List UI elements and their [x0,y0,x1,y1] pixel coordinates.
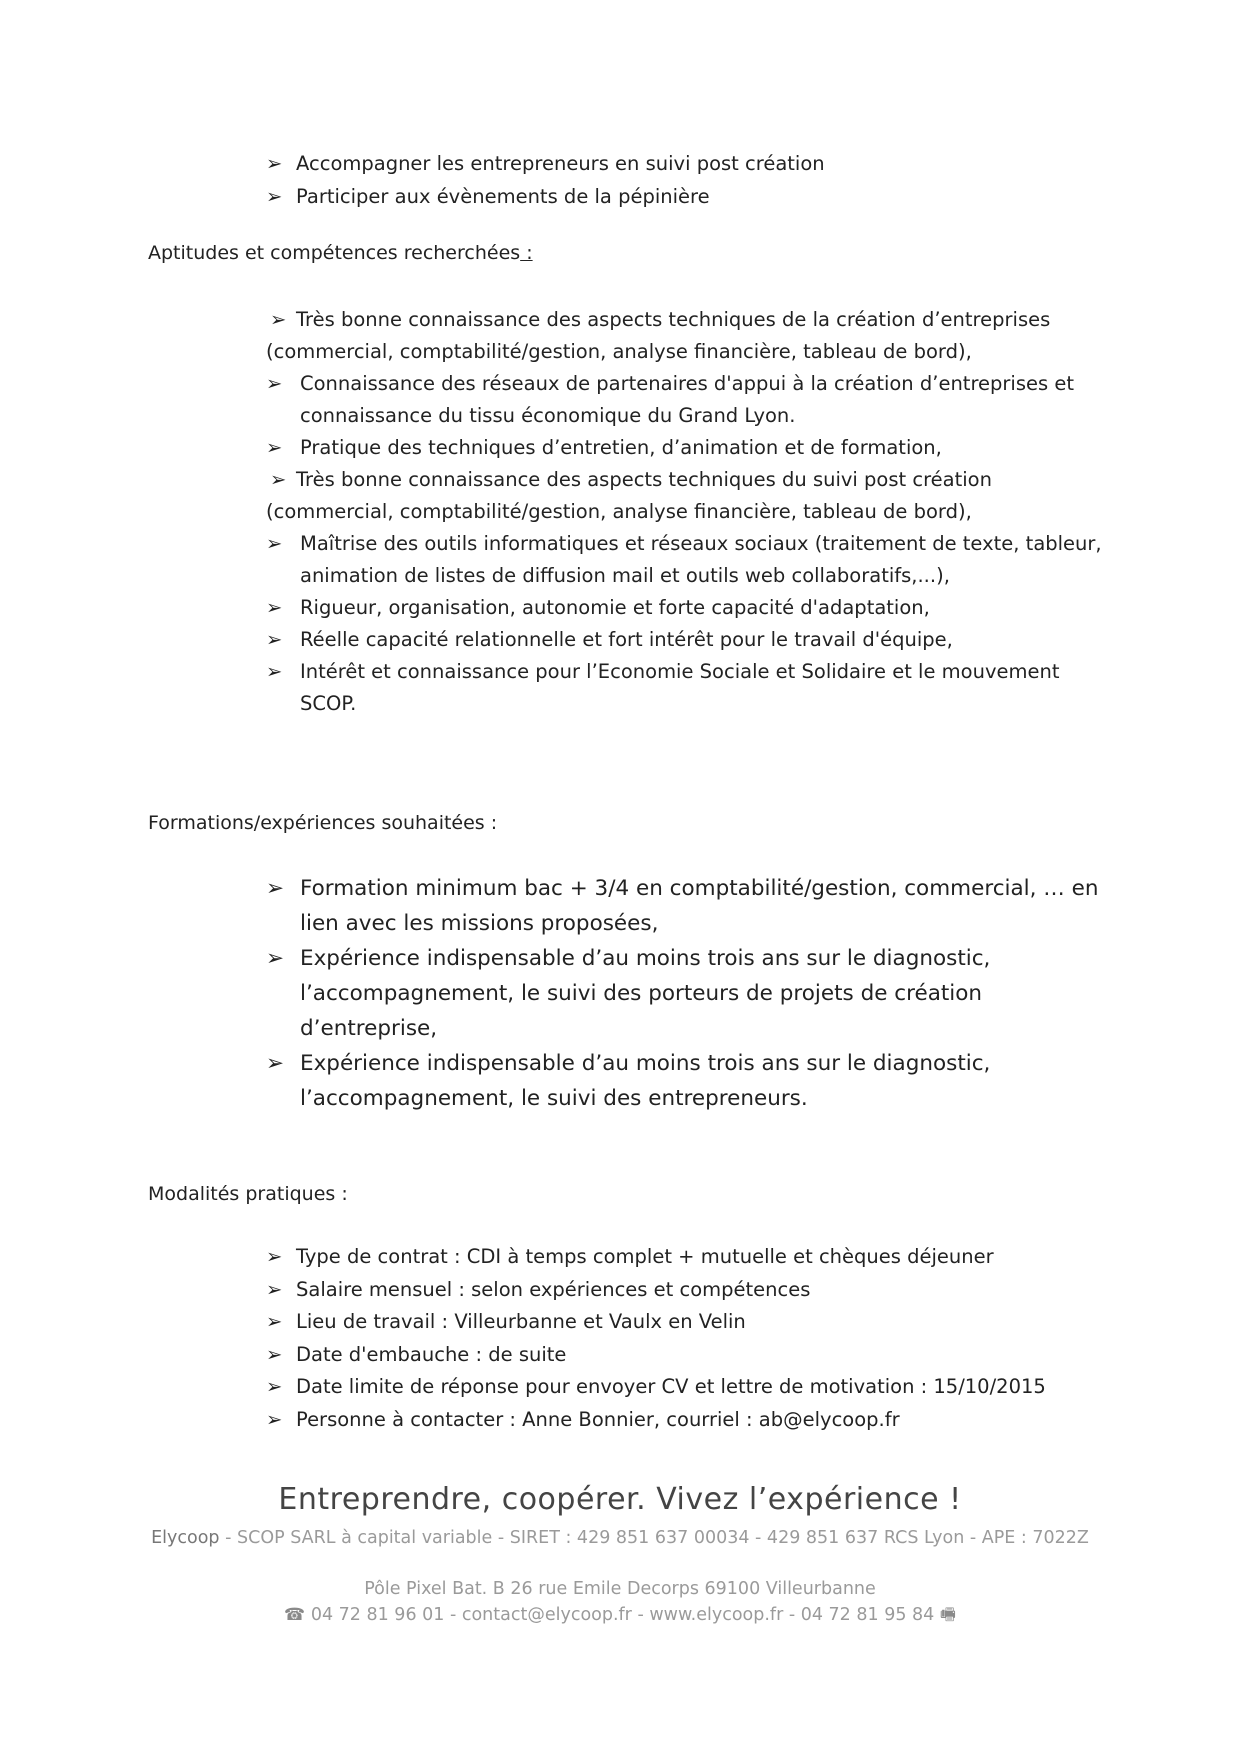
list-item: ➢ Salaire mensuel : selon expériences et compétences [266,1274,1046,1307]
arrow-bullet-icon: ➢ [266,596,283,619]
list-item: ➢ Expérience indispensable d’au moins trois ans sur le diagnostic, l’accompagnement, le suivi des entrepreneurs. [266,1046,1106,1116]
list-item: ➢ Réelle capacité relationnelle et fort intérêt pour le travail d'équipe, [266,624,1106,656]
list-item: ➢ Formation minimum bac + 3/4 en comptabilité/gestion, commercial, … en lien avec les missions proposées, [266,871,1106,941]
arrow-bullet-icon: ➢ [266,1342,283,1366]
arrow-bullet-icon: ➢ [266,660,283,683]
arrow-bullet-icon: ➢ [266,628,283,651]
list-item: ➢ Très bonne connaissance des aspects techniques du suivi post création (commercial, comptabilité/gestion, analyse financière, tableau de bord), [266,464,1106,528]
list-item: ➢ Accompagner les entrepreneurs en suivi post création [266,148,825,181]
aptitudes-list [266,304,1106,720]
footer-slogan: Entreprendre, coopérer. Vivez l’expérience ! [278,1482,962,1517]
list-item: ➢ Pratique des techniques d’entretien, d’animation et de formation, [266,432,1106,464]
list-item: ➢ Lieu de travail : Villeurbanne et Vaulx en Velin [266,1306,1046,1339]
list-item: ➢ Connaissance des réseaux de partenaires d'appui à la création d’entreprises et connaissance du tissu économique du Grand Lyon. [266,368,1106,432]
list-item: ➢ Type de contrat : CDI à temps complet + mutuelle et chèques déjeuner [266,1241,1046,1274]
arrow-bullet-icon: ➢ [266,532,283,555]
footer-brand: Elycoop [151,1528,220,1548]
arrow-bullet-icon: ➢ [266,1051,285,1076]
footer-contact [140,1603,1100,1627]
footer-legal: Elycoop - SCOP SARL à capital variable - SIRET : 429 851 637 00034 - 429 851 637 RCS Lyon - APE : 7022Z [151,1528,1089,1548]
arrow-bullet-icon: ➢ [266,1277,283,1301]
arrow-bullet-icon: ➢ [266,1375,283,1398]
list-item: ➢ Maîtrise des outils informatiques et réseaux sociaux (traitement de texte, tableur, animation de listes de diffusion mail et outils web collaboratifs,...), [266,528,1106,592]
aptitudes-heading: Aptitudes et compétences recherchées : [148,242,533,264]
modalites-list [266,1241,1046,1436]
arrow-bullet-icon: ➢ [266,372,283,395]
arrow-bullet-icon: ➢ [266,1310,283,1333]
list-item: ➢ Intérêt et connaissance pour l’Economie Sociale et Solidaire et le mouvement SCOP. [266,656,1106,720]
arrow-bullet-icon: ➢ [266,1407,283,1431]
arrow-bullet-icon: ➢ [266,946,285,971]
list-item: ➢ Date d'embauche : de suite [266,1339,1046,1372]
arrow-bullet-icon: ➢ [266,436,283,459]
fax-icon: 🖷 [939,1605,956,1625]
list-item: ➢ Date limite de réponse pour envoyer CV et lettre de motivation : 15/10/2015 [266,1371,1046,1404]
formations-heading: Formations/expériences souhaitées : [148,812,498,834]
arrow-bullet-icon: ➢ [266,876,285,901]
list-item: ➢ Très bonne connaissance des aspects techniques de la création d’entreprises (commercial, comptabilité/gestion, analyse financière, tableau de bord), [266,304,1106,368]
footer-address: Pôle Pixel Bat. B 26 rue Emile Decorps 69100 Villeurbanne [364,1579,876,1599]
intro-list [266,148,825,213]
list-item: ➢ Personne à contacter : Anne Bonnier, courriel : ab@elycoop.fr [266,1404,1046,1437]
formations-list [266,871,1106,1116]
list-item: ➢ Participer aux évènements de la pépinière [266,181,825,214]
list-item: ➢ Expérience indispensable d’au moins trois ans sur le diagnostic, l’accompagnement, le suivi des porteurs de projets de création d’entreprise, [266,941,1106,1046]
arrow-bullet-icon: ➢ [270,468,287,491]
footer-contact-text[interactable]: 04 72 81 96 01 - contact@elycoop.fr - www.elycoop.fr - 04 72 81 95 84 [310,1605,935,1625]
arrow-bullet-icon: ➢ [266,152,283,175]
modalites-heading: Modalités pratiques : [148,1183,348,1205]
arrow-bullet-icon: ➢ [270,308,287,331]
phone-icon: ☎ [284,1605,306,1625]
arrow-bullet-icon: ➢ [266,1245,283,1268]
arrow-bullet-icon: ➢ [266,184,283,208]
list-item: ➢ Rigueur, organisation, autonomie et forte capacité d'adaptation, [266,592,1106,624]
